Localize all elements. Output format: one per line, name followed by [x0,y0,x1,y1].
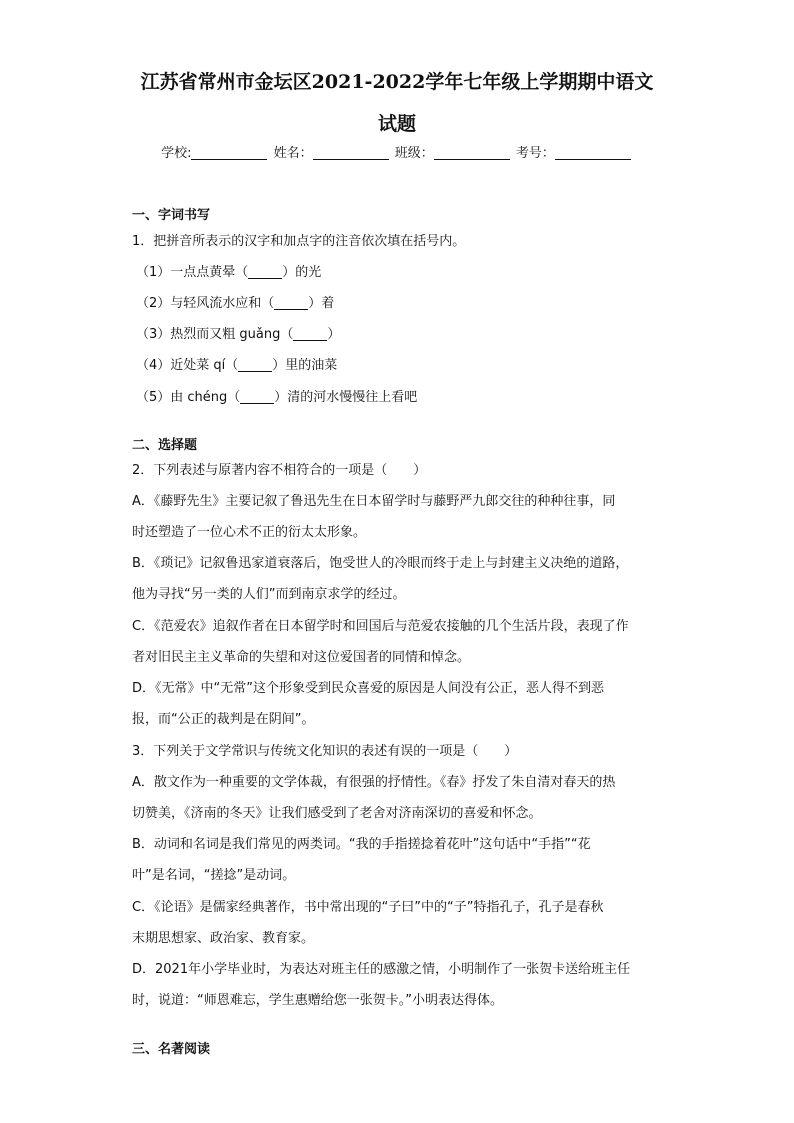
answer-blank[interactable] [248,264,282,279]
page-title: 江苏省常州市金坛区2021-2022学年七年级上学期期中语文 [140,71,654,93]
question-2-option-d: D．《无常》中“无常”这个形象受到民众喜爱的原因是人间没有公正，恶人得不到恶 [132,681,604,696]
class-label: 班级： [394,146,434,161]
question-2-option-b-cont: 他为寻找“另一类的人们”而到南京求学的经过。 [132,587,406,602]
question-3-option-b: B．动词和名词是我们常见的两类词。“我的手指搓捻着花叶”这句话中“手指”“花 [132,837,591,852]
question-2-option-c: C．《范爱农》追叙作者在日本留学时和回国后与范爱农接触的几个生活片段，表现了作 [132,619,629,634]
name-label: 姓名： [273,146,313,161]
question-2-option-a-cont: 时还塑造了一位心术不正的衍太太形象。 [132,525,367,540]
class-blank[interactable] [434,144,510,160]
exam-no-blank[interactable] [555,144,631,160]
name-blank[interactable] [313,144,389,160]
question-3-option-d: D．2021年小学毕业时，为表达对班主任的感激之情，小明制作了一张贺卡送给班主任 [132,962,631,977]
question-1-stem: 1．把拼音所表示的汉字和加点字的注音依次填在括号内。 [132,234,466,249]
question-3-option-c: C．《论语》是儒家经典著作，书中常出现的“子曰”中的“子”特指孔子，孔子是春秋 [132,900,604,915]
question-2-option-b: B．《琐记》记叙鲁迅家道衰落后，饱受世人的冷眼而终于走上与封建主义决绝的道路， [132,556,629,571]
question-2-option-a: A．《藤野先生》主要记叙了鲁迅先生在日本留学时与藤野严九郎交往的种种往事，同 [132,494,616,509]
answer-blank[interactable] [293,326,327,341]
answer-blank[interactable] [274,295,308,310]
school-label: 学校: [161,146,192,161]
question-3-stem: 3．下列关于文学常识与传统文化知识的表述有误的一项是（ ） [132,744,518,759]
question-3-option-c-cont: 末期思想家、政治家、教育家。 [132,931,315,946]
student-info-line [0,144,794,164]
question-2-option-d-cont: 报，而“公正的裁判是在阴间”。 [132,712,315,727]
question-1-item-1: （1）一点点黄晕（ ）的光 [136,265,322,280]
school-blank[interactable] [191,144,267,160]
answer-blank[interactable] [238,357,272,372]
exam-no-label: 考号： [515,146,555,161]
question-1-item-4: （4）近处菜 qí（ ）里的油菜 [136,358,338,373]
section-heading-3: 三、名著阅读 [132,1042,211,1057]
page-title-continued: 试题 [377,113,416,135]
question-3-option-b-cont: 叶”是名词，“搓捻”是动词。 [132,868,296,883]
question-2-option-c-cont: 者对旧民主主义革命的失望和对这位爱国者的同情和悼念。 [132,650,471,665]
question-2-stem: 2．下列表述与原著内容不相符合的一项是（ ） [132,463,427,478]
section-heading-1: 一、字词书写 [132,208,211,223]
question-3-option-d-cont: 时，说道：“师恩难忘，学生惠赠给您一张贺卡。”小明表达得体。 [132,993,503,1008]
answer-blank[interactable] [240,389,274,404]
question-1-item-3: （3）热烈而又粗 guǎng（ ） [136,327,341,342]
question-1-item-2: （2）与轻风流水应和（ ）着 [136,296,335,311]
question-3-option-a-cont: 切赞美，《济南的冬天》让我们感受到了老舍对济南深切的喜爱和怀念。 [132,806,542,821]
section-heading-2: 二、选择题 [132,438,198,453]
question-1-item-5: （5）由 chéng（ ）清的河水慢慢往上看吧 [136,390,418,405]
question-3-option-a: A．散文作为一种重要的文学体裁，有很强的抒情性。《春》抒发了朱自清对春天的热 [132,775,616,790]
